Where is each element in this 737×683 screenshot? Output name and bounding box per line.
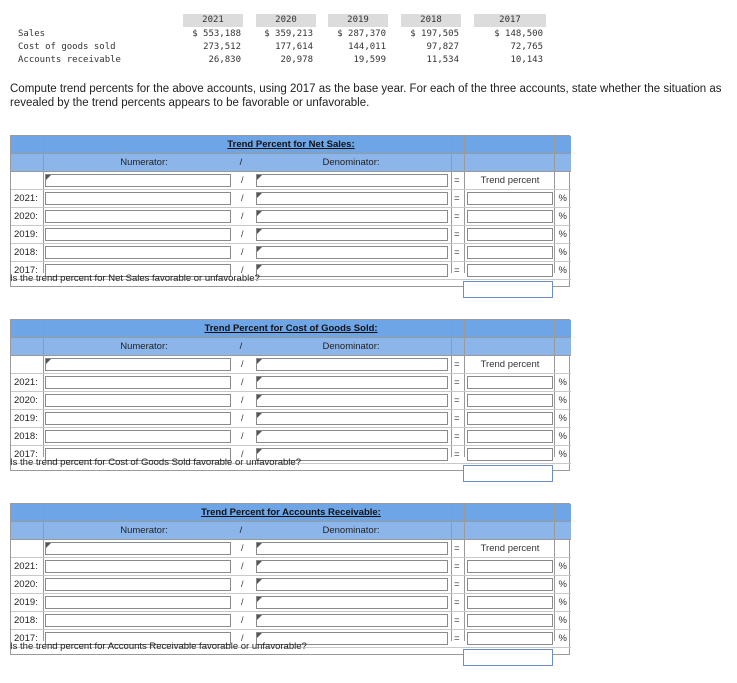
favorable-answer-select[interactable] bbox=[463, 281, 553, 298]
year-row bbox=[11, 374, 571, 392]
year-header: 2018 bbox=[401, 14, 461, 27]
percent-sign: % bbox=[558, 449, 567, 460]
slash-header: / bbox=[239, 341, 243, 352]
column-header-row bbox=[11, 154, 571, 172]
instructions-text: Compute trend percents for the above accounts, using 2017 as the base year. For each of the three accounts, state whether the situation as revealed by the trend percents appears to be favorable or unfavorable. bbox=[10, 83, 722, 109]
value-cell: 19,599 bbox=[353, 55, 386, 65]
division-slash: / bbox=[241, 175, 244, 185]
trend-percent-input[interactable] bbox=[467, 560, 553, 573]
base-entry-row bbox=[11, 540, 571, 558]
equals-sign: = bbox=[454, 193, 460, 204]
value-cell: 144,011 bbox=[348, 42, 386, 52]
trend-percent-input[interactable] bbox=[467, 246, 553, 259]
trend-percent-input[interactable] bbox=[467, 412, 553, 425]
section-title: Trend Percent for Net Sales: bbox=[227, 139, 355, 150]
numerator-input[interactable] bbox=[45, 394, 231, 407]
year-header: 2017 bbox=[474, 14, 546, 27]
trend-table bbox=[10, 135, 570, 287]
division-slash: / bbox=[241, 359, 244, 369]
trend-percent-header: Trend percent bbox=[480, 359, 540, 370]
numerator-input[interactable] bbox=[45, 192, 231, 205]
division-slash: / bbox=[241, 615, 244, 625]
trend-percent-input[interactable] bbox=[467, 264, 553, 277]
trend-table bbox=[10, 319, 570, 471]
trend-percent-input[interactable] bbox=[467, 596, 553, 609]
year-label: 2020: bbox=[14, 579, 38, 590]
equals-sign: = bbox=[454, 633, 460, 644]
percent-sign: % bbox=[558, 211, 567, 222]
numerator-input[interactable] bbox=[45, 210, 231, 223]
year-label: 2018: bbox=[14, 431, 38, 442]
percent-sign: % bbox=[558, 395, 567, 406]
value-cell: 11,534 bbox=[426, 55, 459, 65]
division-slash: / bbox=[241, 413, 244, 423]
numerator-input[interactable] bbox=[45, 174, 231, 187]
favorable-question: Is the trend percent for Accounts Receivable favorable or unfavorable? bbox=[10, 641, 307, 652]
equals-sign: = bbox=[454, 615, 460, 626]
numerator-input[interactable] bbox=[45, 542, 231, 555]
year-row bbox=[11, 208, 571, 226]
numerator-header: Numerator: bbox=[120, 525, 168, 536]
trend-percent-input[interactable] bbox=[467, 430, 553, 443]
division-slash: / bbox=[241, 229, 244, 239]
equals-sign: = bbox=[454, 561, 460, 572]
section-title-row bbox=[11, 136, 571, 154]
value-cell: $ 197,505 bbox=[410, 29, 459, 39]
division-slash: / bbox=[241, 561, 244, 571]
year-row bbox=[11, 392, 571, 410]
percent-sign: % bbox=[558, 229, 567, 240]
slash-header: / bbox=[239, 525, 243, 536]
year-label: 2019: bbox=[14, 597, 38, 608]
division-slash: / bbox=[241, 377, 244, 387]
trend-percent-input[interactable] bbox=[467, 578, 553, 591]
division-slash: / bbox=[241, 265, 244, 275]
year-row bbox=[11, 226, 571, 244]
value-cell: $ 148,500 bbox=[494, 29, 543, 39]
trend-percent-input[interactable] bbox=[467, 448, 553, 461]
value-cell: 97,827 bbox=[426, 42, 459, 52]
year-label: 2018: bbox=[14, 247, 38, 258]
column-header-row bbox=[11, 338, 571, 356]
denominator-header: Denominator: bbox=[322, 341, 380, 352]
equals-sign: = bbox=[454, 265, 460, 276]
numerator-input[interactable] bbox=[45, 430, 231, 443]
percent-sign: % bbox=[558, 193, 567, 204]
denominator-input[interactable] bbox=[256, 614, 448, 627]
value-cell: 177,614 bbox=[275, 42, 313, 52]
numerator-input[interactable] bbox=[45, 614, 231, 627]
division-slash: / bbox=[241, 579, 244, 589]
denominator-input[interactable] bbox=[256, 246, 448, 259]
denominator-input[interactable] bbox=[256, 192, 448, 205]
year-label: 2019: bbox=[14, 413, 38, 424]
percent-sign: % bbox=[558, 579, 567, 590]
trend-percent-input[interactable] bbox=[467, 228, 553, 241]
year-label: 2019: bbox=[14, 229, 38, 240]
denominator-input[interactable] bbox=[256, 264, 448, 277]
division-slash: / bbox=[241, 211, 244, 221]
division-slash: / bbox=[241, 247, 244, 257]
section-title: Trend Percent for Cost of Goods Sold: bbox=[204, 323, 378, 334]
year-label: 2017: bbox=[14, 449, 38, 460]
base-entry-row bbox=[11, 172, 571, 190]
row-label: Cost of goods sold bbox=[18, 42, 116, 52]
value-cell: 72,765 bbox=[510, 42, 543, 52]
year-label: 2018: bbox=[14, 615, 38, 626]
denominator-input[interactable] bbox=[256, 596, 448, 609]
division-slash: / bbox=[241, 597, 244, 607]
value-cell: $ 553,188 bbox=[192, 29, 241, 39]
equals-sign: = bbox=[454, 413, 460, 424]
equals-sign: = bbox=[454, 543, 460, 554]
percent-sign: % bbox=[558, 561, 567, 572]
equals-sign: = bbox=[454, 431, 460, 442]
year-row bbox=[11, 594, 571, 612]
percent-sign: % bbox=[558, 615, 567, 626]
denominator-input[interactable] bbox=[256, 430, 448, 443]
year-label: 2020: bbox=[14, 211, 38, 222]
percent-sign: % bbox=[558, 413, 567, 424]
percent-sign: % bbox=[558, 377, 567, 388]
numerator-input[interactable] bbox=[45, 358, 231, 371]
division-slash: / bbox=[241, 543, 244, 553]
trend-percent-input[interactable] bbox=[467, 210, 553, 223]
trend-percent-header: Trend percent bbox=[480, 543, 540, 554]
value-cell: $ 287,370 bbox=[337, 29, 386, 39]
year-label: 2017: bbox=[14, 265, 38, 276]
numerator-input[interactable] bbox=[45, 578, 231, 591]
percent-sign: % bbox=[558, 265, 567, 276]
equals-sign: = bbox=[454, 229, 460, 240]
denominator-input[interactable] bbox=[256, 412, 448, 425]
year-row bbox=[11, 558, 571, 576]
year-label: 2020: bbox=[14, 395, 38, 406]
numerator-input[interactable] bbox=[45, 246, 231, 259]
denominator-input[interactable] bbox=[256, 542, 448, 555]
year-row bbox=[11, 612, 571, 630]
numerator-input[interactable] bbox=[45, 376, 231, 389]
denominator-header: Denominator: bbox=[322, 157, 380, 168]
year-label: 2021: bbox=[14, 377, 38, 388]
trend-table bbox=[10, 503, 570, 655]
trend-percent-input[interactable] bbox=[467, 394, 553, 407]
numerator-input[interactable] bbox=[45, 596, 231, 609]
equals-sign: = bbox=[454, 597, 460, 608]
trend-percent-input[interactable] bbox=[467, 376, 553, 389]
trend-percent-header: Trend percent bbox=[480, 175, 540, 186]
favorable-question: Is the trend percent for Net Sales favorable or unfavorable? bbox=[10, 273, 260, 284]
numerator-input[interactable] bbox=[45, 560, 231, 573]
favorable-question: Is the trend percent for Cost of Goods Sold favorable or unfavorable? bbox=[10, 457, 301, 468]
equals-sign: = bbox=[454, 211, 460, 222]
numerator-header: Numerator: bbox=[120, 341, 168, 352]
numerator-header: Numerator: bbox=[120, 157, 168, 168]
percent-sign: % bbox=[558, 247, 567, 258]
year-row bbox=[11, 576, 571, 594]
value-cell: 10,143 bbox=[510, 55, 543, 65]
denominator-header: Denominator: bbox=[322, 525, 380, 536]
value-cell: 20,978 bbox=[280, 55, 313, 65]
trend-percent-input[interactable] bbox=[467, 192, 553, 205]
division-slash: / bbox=[241, 633, 244, 643]
division-slash: / bbox=[241, 449, 244, 459]
trend-percent-input[interactable] bbox=[467, 632, 553, 645]
year-row bbox=[11, 410, 571, 428]
year-row bbox=[11, 244, 571, 262]
year-label: 2021: bbox=[14, 561, 38, 572]
division-slash: / bbox=[241, 193, 244, 203]
equals-sign: = bbox=[454, 247, 460, 258]
equals-sign: = bbox=[454, 175, 460, 186]
favorable-answer-select[interactable] bbox=[463, 649, 553, 666]
denominator-input[interactable] bbox=[256, 358, 448, 371]
equals-sign: = bbox=[454, 359, 460, 370]
year-label: 2021: bbox=[14, 193, 38, 204]
equals-sign: = bbox=[454, 579, 460, 590]
year-header: 2019 bbox=[328, 14, 388, 27]
equals-sign: = bbox=[454, 377, 460, 388]
year-label: 2017: bbox=[14, 633, 38, 644]
percent-sign: % bbox=[558, 633, 567, 644]
value-cell: 26,830 bbox=[208, 55, 241, 65]
numerator-input[interactable] bbox=[45, 412, 231, 425]
year-row bbox=[11, 428, 571, 446]
division-slash: / bbox=[241, 431, 244, 441]
column-header-row bbox=[11, 522, 571, 540]
percent-sign: % bbox=[558, 597, 567, 608]
denominator-input[interactable] bbox=[256, 174, 448, 187]
favorable-answer-select[interactable] bbox=[463, 465, 553, 482]
value-cell: 273,512 bbox=[203, 42, 241, 52]
denominator-input[interactable] bbox=[256, 228, 448, 241]
section-title: Trend Percent for Accounts Receivable: bbox=[201, 507, 381, 518]
numerator-input[interactable] bbox=[45, 228, 231, 241]
slash-header: / bbox=[239, 157, 243, 168]
year-header: 2021 bbox=[183, 14, 243, 27]
section-title-row bbox=[11, 320, 571, 338]
year-row bbox=[11, 190, 571, 208]
equals-sign: = bbox=[454, 395, 460, 406]
value-cell: $ 359,213 bbox=[264, 29, 313, 39]
trend-percent-input[interactable] bbox=[467, 614, 553, 627]
division-slash: / bbox=[241, 395, 244, 405]
denominator-input[interactable] bbox=[256, 376, 448, 389]
section-title-row bbox=[11, 504, 571, 522]
base-entry-row bbox=[11, 356, 571, 374]
row-label: Sales bbox=[18, 29, 46, 39]
denominator-input[interactable] bbox=[256, 210, 448, 223]
denominator-input[interactable] bbox=[256, 560, 448, 573]
equals-sign: = bbox=[454, 449, 460, 460]
denominator-input[interactable] bbox=[256, 394, 448, 407]
row-label: Accounts receivable bbox=[18, 55, 121, 65]
percent-sign: % bbox=[558, 431, 567, 442]
year-header: 2020 bbox=[256, 14, 316, 27]
denominator-input[interactable] bbox=[256, 578, 448, 591]
